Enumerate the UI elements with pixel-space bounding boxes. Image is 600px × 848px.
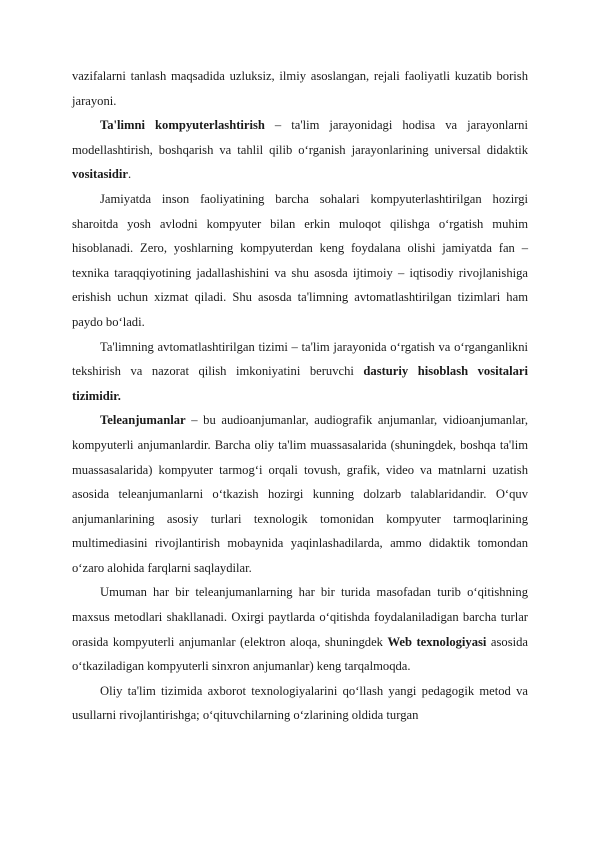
text-run: .	[127, 167, 132, 182]
text-run: Umuman har bir teleanjumanlarning har bir turida masofadan turib o‘qitishning maxsus metodlari shakllanadi. Oxirgi paytlarda o‘qitishda foydalaniladigan barcha turlar orasida kompyuterli anjumanlar (elektron aloqa, shuningdek	[72, 585, 528, 649]
text-run: – bu audioanjumanlar, audiografik anjumanlar, vidioanjumanlar, kompyuterli anjumanlardir. Barcha oliy ta'lim muassasalarida (shuningdek, boshqa ta'lim muassasalarida) kompyuter tarmog‘i orqali tovush, grafik, video va matnlarni uzatish asosida teleanjumanlarni o‘tkazish hozirgi kunning dolzarb talablaridandir. O‘quv anjumanlarining asosiy turlari texnologik tomonidan kompyuter tarmoqlarining multimediasini rivojlantirish mobaynida yaqinlashadilarda, ammo didaktik tomondan o‘zaro alohida farqlarni saqlaydilar.	[72, 413, 528, 575]
term-kompyuterlashtirish: Ta'limni kompyuterlashtirish	[100, 118, 265, 133]
term-dasturiy-hisoblash: dasturiy hisoblash vositalari tizimidir.	[72, 364, 528, 403]
paragraph-6	[72, 580, 528, 678]
text-run: Jamiyatda inson faoliyatining barcha sohalari kompyuterlashtirilgan hozirgi sharoitda yosh avlodni kompyuter bilan erkin muloqot qilishga o‘rgatish muhim hisoblanadi. Zero, yoshlarning kompyuterdan keng foydalana olishi jamiyatda fan – texnika taraqqiyotining jadallashishini va shu asosda ijtimoiy – iqtisodiy rivojlanishiga erishish uchun xizmat qiladi. Shu asosda ta'limning avtomatlashtirilgan tizimlari ham paydo bo‘ladi.	[72, 191, 528, 329]
text-run: Ta'limning avtomatlashtirilgan tizimi – ta'lim jarayonida o‘rgatish va o‘rganganlikni tekshirish va nazorat qilish imkoniyatini beruvchi	[72, 339, 528, 379]
paragraph-4	[72, 335, 528, 409]
text-run: Oliy ta'lim tizimida axborot texnologiyalarini qo‘llash yangi pedagogik metod va usullarni rivojlantirishga; o‘qituvchilarning o‘zlarining oldida turgan	[72, 683, 528, 723]
text-run: vazifalarni tanlash maqsadida uzluksiz, ilmiy asoslangan, rejali faoliyatli kuzatib borish jarayoni.	[72, 69, 528, 108]
term-vositasidir: vositasidir	[72, 167, 128, 182]
term-web-texnologiyasi: Web texnologiyasi	[387, 634, 487, 649]
paragraph-1	[72, 64, 528, 113]
text-run: – ta'lim jarayonidagi hodisa va jarayonlarni modellashtirish, boshqarish va tahlil qilib o‘rganish jarayonlarining universal didaktik	[72, 118, 528, 157]
paragraph-7	[72, 679, 528, 728]
document-page	[72, 64, 528, 728]
term-teleanjumanlar: Teleanjumanlar	[100, 413, 186, 428]
text-run: asosida o‘tkaziladigan kompyuterli sinxron anjumanlar) keng tarqalmoqda.	[72, 634, 528, 674]
paragraph-5	[72, 408, 528, 580]
paragraph-3	[72, 187, 528, 335]
paragraph-2	[72, 113, 528, 187]
